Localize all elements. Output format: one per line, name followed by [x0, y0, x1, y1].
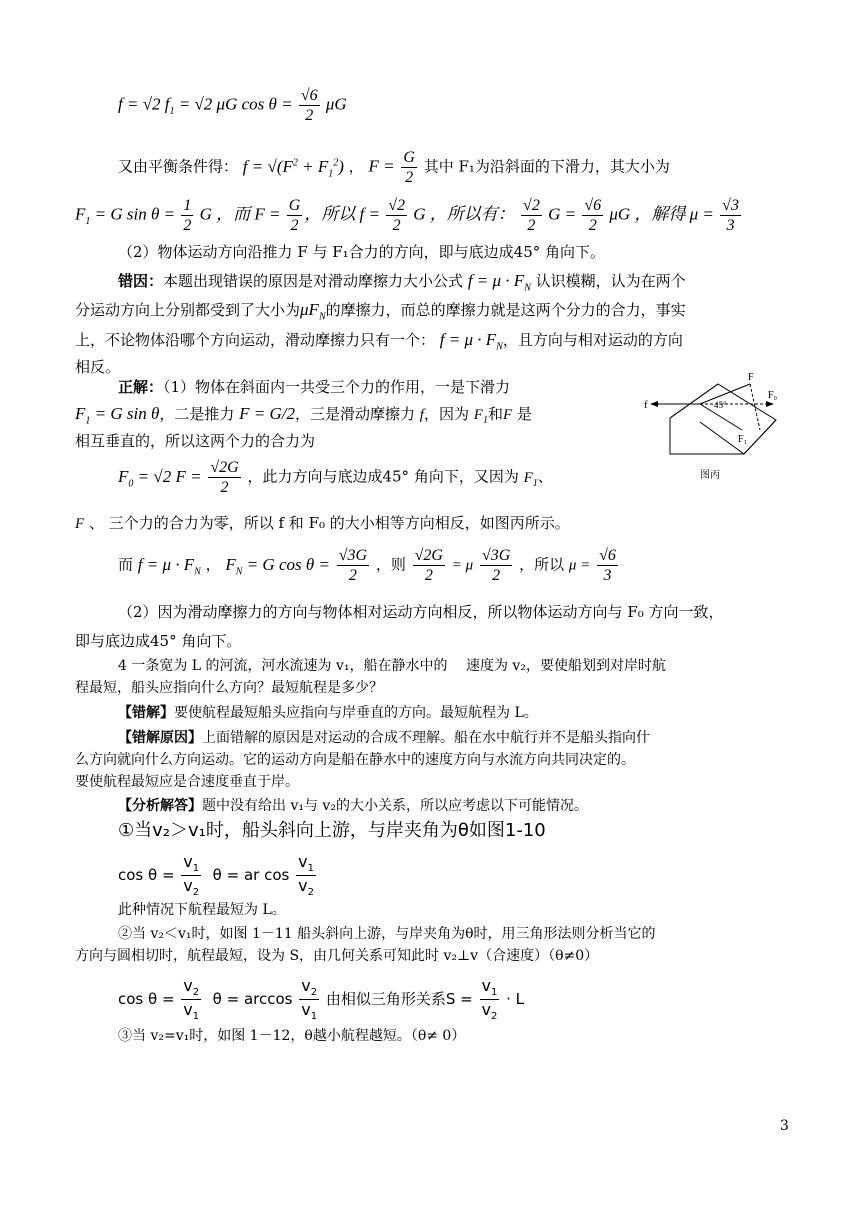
error-cause-line1: 错因：本题出现错误的原因是对滑动摩擦力大小公式 $f = \mu \cdot F_N$ 认识模糊，认为在两个: [118, 271, 686, 294]
case3-line: ③当 v₂=v₁时，如图 1－12，θ越小航程越短。（θ≠ 0）: [118, 1028, 466, 1044]
equation-friction: f = √2 $f_1 = √2$ μG cos θ = $\frac{√6}{2}$ μG: [118, 87, 347, 125]
label-F1: F₁: [738, 434, 748, 445]
error-cause-line2: 分运动方向上分别都受到了大小为$\mu F_N$的摩擦力，而总的摩擦力就是这两个分力的合力，事实: [75, 300, 686, 323]
solution-line7: （2）因为滑动摩擦力的方向与物体相对运动方向相反，所以物体运动方向与 F₀ 方向一致，: [118, 603, 724, 621]
wrong-reason-line1: 【错解原因】上面错解的原因是对运动的合成不理解。船在水中航行并不是船头指向什: [118, 730, 650, 746]
case2-line1: ②当 v₂＜v₁时，如图 1－11 船头斜向上游，与岸夹角为θ时，用三角形法则分析当它的: [118, 926, 656, 942]
solution-line3: 相互垂直的，所以这两个力的合力为: [75, 432, 316, 450]
page-number: 3: [780, 1118, 789, 1134]
wrong-solution: 【错解】要使航程最短船头应指向与岸垂直的方向。最短航程为 L。: [118, 705, 538, 721]
paragraph-direction: （2）物体运动方向沿推力 F 与 F₁合力的方向，即与底边成45° 角向下。: [118, 243, 606, 261]
solution-line6: 而 $f = \mu \cdot F_N$ ， $F_N = G$ cos θ = $\frac{√3G}{2}$ ，则 $\frac{√2G}{2}$ = μ $\frac{√3G}{2}$ ，所以 μ = $\frac{√6}{3}$: [118, 547, 616, 585]
case1-result: 此种情况下航程最短为 L。: [118, 902, 286, 918]
case1-equation: cos θ = $\frac{v_1}{v_2}$ θ = ar cos $\frac{v_1}{v_2}$: [118, 852, 314, 899]
solution-line8: 即与底边成45° 角向下。: [75, 632, 242, 650]
label-F: F: [748, 372, 754, 383]
wrong-reason-line3: 要使航程最短应是合速度垂直于岸。: [75, 774, 299, 790]
label-angle: 45°: [714, 400, 727, 410]
label-f: f: [644, 399, 648, 411]
figure-bing: [640, 370, 800, 490]
solution-line5: F 、 三个力的合力为零，所以 f 和 F₀ 的大小相等方向相反，如图丙所示。: [75, 514, 570, 532]
case2-equation: cos θ = $\frac{v_2}{v_1}$ θ = arccos $\frac{v_2}{v_1}$ 由相似三角形关系S = $\frac{v_1}{v_2}$ · L: [118, 976, 525, 1023]
solution-line4: $F_0 = √2$ F = $\frac{√2G}{2}$ ，此力方向与底边成45° 角向下，又因为 $F_1$、: [118, 459, 553, 497]
solution-line1: 正解：（1）物体在斜面内一共受三个力的作用，一是下滑力: [118, 378, 511, 396]
f1-equation-line: $F_1 = G$ sin θ = $\frac{1}{2}$ G ，而 F = $\frac{G}{2}$ ，所以 f = $\frac{√2}{2}$ G ，所以有： $\frac{√2}{2}$ G = $\frac{√6}{2}$ μG ，解得 μ = $\frac{√3}{3}$: [75, 197, 739, 235]
figure-caption: 图丙: [700, 470, 720, 481]
balance-line: 又由平衡条件得： $f = √(F^2 + F_1^2)$ ， F = $\frac{G}{2}$ 其中 F₁为沿斜面的下滑力，其大小为: [118, 149, 670, 187]
error-cause-line3: 上，不论物体沿哪个方向运动，滑动摩擦力只有一个： $f = \mu \cdot F_N$，且方向与相对运动的方向: [75, 330, 683, 353]
q4-line2: 程最短，船头应指向什么方向？最短航程是多少？: [75, 680, 383, 696]
wrong-reason-line2: 么方向就向什么方向运动。它的运动方向是船在静水中的速度方向与水流方向共同决定的。: [75, 752, 635, 768]
analysis-line: 【分析解答】题中没有给出 v₁与 v₂的大小关系，所以应考虑以下可能情况。: [118, 798, 588, 814]
solution-line2: $F_1 = G$ sin θ，二是推力 F = G/2，三是滑动摩擦力 f，因为 $F_1$和F 是: [75, 404, 532, 427]
label-F0: F₀: [768, 390, 778, 401]
q4-line1: 4 一条宽为 L 的河流，河水流速为 v₁，船在静水中的 速度为 v₂，要使船划到对岸时航: [118, 658, 666, 674]
case1-heading: ①当v₂＞v₁时，船头斜向上游，与岸夹角为θ如图1-10: [118, 820, 546, 841]
error-cause-line4: 相反。: [75, 358, 121, 376]
case2-line2: 方向与圆相切时，航程最短，设为 S，由几何关系可知此时 v₂⊥v（合速度）（θ≠0）: [75, 948, 599, 964]
